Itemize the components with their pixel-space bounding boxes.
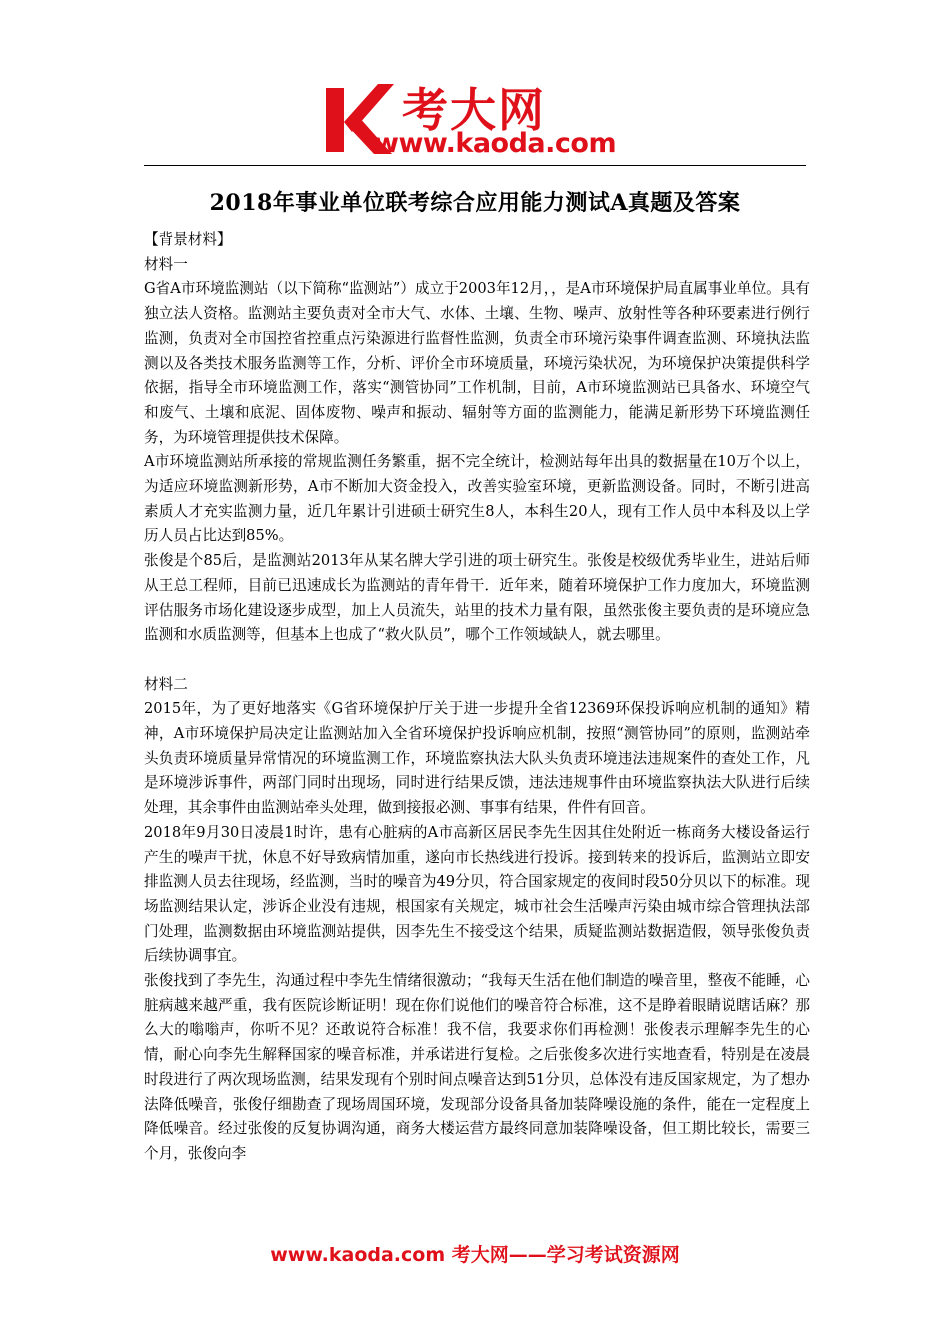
paragraph: 张俊找到了李先生，沟通过程中李先生情绪很激动；“我每天生活在他们制造的噪音里，整夜不能睡，心脏病越来越严重，我有医院诊断证明！现在你们说他们的噪音符合标准，这不是睁着眼睛说瞎话麻？那么大的嗡嗡声，你听不见？还敢说符合标准！我不信，我要求你们再检测！张俊表示理解李先生的心情，耐心向李先生解释国家的噪音标准，并承诺进行复检。之后张俊多次进行实地查看，特别是在凌晨时段进行了两次现场监测，结果发现有个别时间点噪音达到51分贝，总体没有违反国家规定，为了想办法降低噪音，张俊仔细勘查了现场周国环境，发现部分设备具备加装降噪设施的条件，能在一定程度上降低噪音。经过张俊的反复协调沟通，商务大楼运营方最终同意加装降噪设备，但工期比较长，需要三个月，张俊向李 <box>144 972 810 1162</box>
material-one-label: 材料一 <box>144 255 188 273</box>
paragraph: 张俊是个85后，是监测站2013年从某名牌大学引进的项士研究生。张俊是校级优秀毕业生，进站后师从王总工程师，目前已迅速成长为监测站的青年骨干．近年来，随着环境保护工作力度加大，环境监测评估服务市场化建设逐步成型，加上人员流失，站里的技术力量有限，虽然张俊主要负责的是环境应急监测和水质监测等，但基本上也成了“救火队员”，哪个工作领域缺人，就去哪里。 <box>144 552 810 644</box>
blank-line <box>144 648 810 673</box>
material-two-label: 材料二 <box>144 675 188 693</box>
header-divider <box>144 165 806 166</box>
section-label: 【背景材料】 <box>144 231 232 248</box>
paragraph: A市环境监测站所承接的常规监测任务繁重，据不完全统计，检测站每年出具的数据量在10万个以上，为适应环境监测新形势，A市不断加大资金投入，改善实验室环境，更新监测设备。同时，不断引进高素质人才充实监测力量，近几年累计引进硕士研究生8人，本科生20人，现有工作人员中本科及以上学历人员占比达到85%。 <box>144 453 810 545</box>
document-body <box>144 228 810 1167</box>
paragraph: 2018年9月30日凌晨1时许，患有心脏病的A市高新区居民李先生因其住处附近一栋商务大楼设备运行产生的噪声干扰，休息不好导致病情加重，遂向市长热线进行投诉。接到转来的投诉后，监测站立即安排监测人员去往现场，经监测，当时的噪音为49分贝，符合国家规定的夜间时段50分贝以下的标准。现场监测结果认定，涉诉企业没有违规，根国家有关规定，城市社会生活噪声污染由城市综合管理执法部门处理，监测数据由环境监测站提供，因李先生不接受这个结果，质疑监测站数据造假，领导张俊负责后续协调事宜。 <box>144 823 810 965</box>
site-logo <box>322 80 622 162</box>
document-title: 2018年事业单位联考综合应用能力测试A真题及答案 <box>209 190 741 216</box>
logo-title: 考大网 <box>402 83 546 137</box>
paragraph: G省A市环境监测站（以下简称“监测站”）成立于2003年12月，，是A市环境保护局直属事业单位。具有独立法人资格。监测站主要负责对全市大气、水体、土壤、生物、噪声、放射性等各种环要素进行例行监测，负责对全市国控省控重点污染源进行监督性监测，负责全市环境污染事件调查监测、环境执法监测以及各类技术服务监测等工作，分析、评价全市环境质量，环境污染状况，为环境保护决策提供科学依据，指导全市环境监测工作，落实“测管协同”工作机制，目前，A市环境监测站已具备水、环境空气和废气、土壤和底泥、固体废物、噪声和振动、辐射等方面的监测能力，能满足新形势下环境监测任务，为环境管理提供技术保障。 <box>144 280 810 446</box>
paragraph: 2015年，为了更好地落实《G省环境保护厅关于进一步提升全省12369环保投诉响应机制的通知》精神，A市环境保护局决定让监测站加入全省环境保护投诉响应机制，按照“测管协同”的原则，监测站牵头负责环境质量异常情况的环境监测工作，环境监察执法大队头负责环境违法违规案件的查处工作，凡是环境涉诉事件，两部门同时出现场，同时进行结果反馈，违法违规事件由环境监察执法大队进行后续处理，其余事件由监测站牵头处理，做到接报必测、事事有结果，件件有回音。 <box>144 700 810 817</box>
logo-url: www.kaoda.com <box>374 128 617 159</box>
footer-link[interactable]: www.kaoda.com 考大网——学习考试资源网 <box>270 1244 680 1266</box>
